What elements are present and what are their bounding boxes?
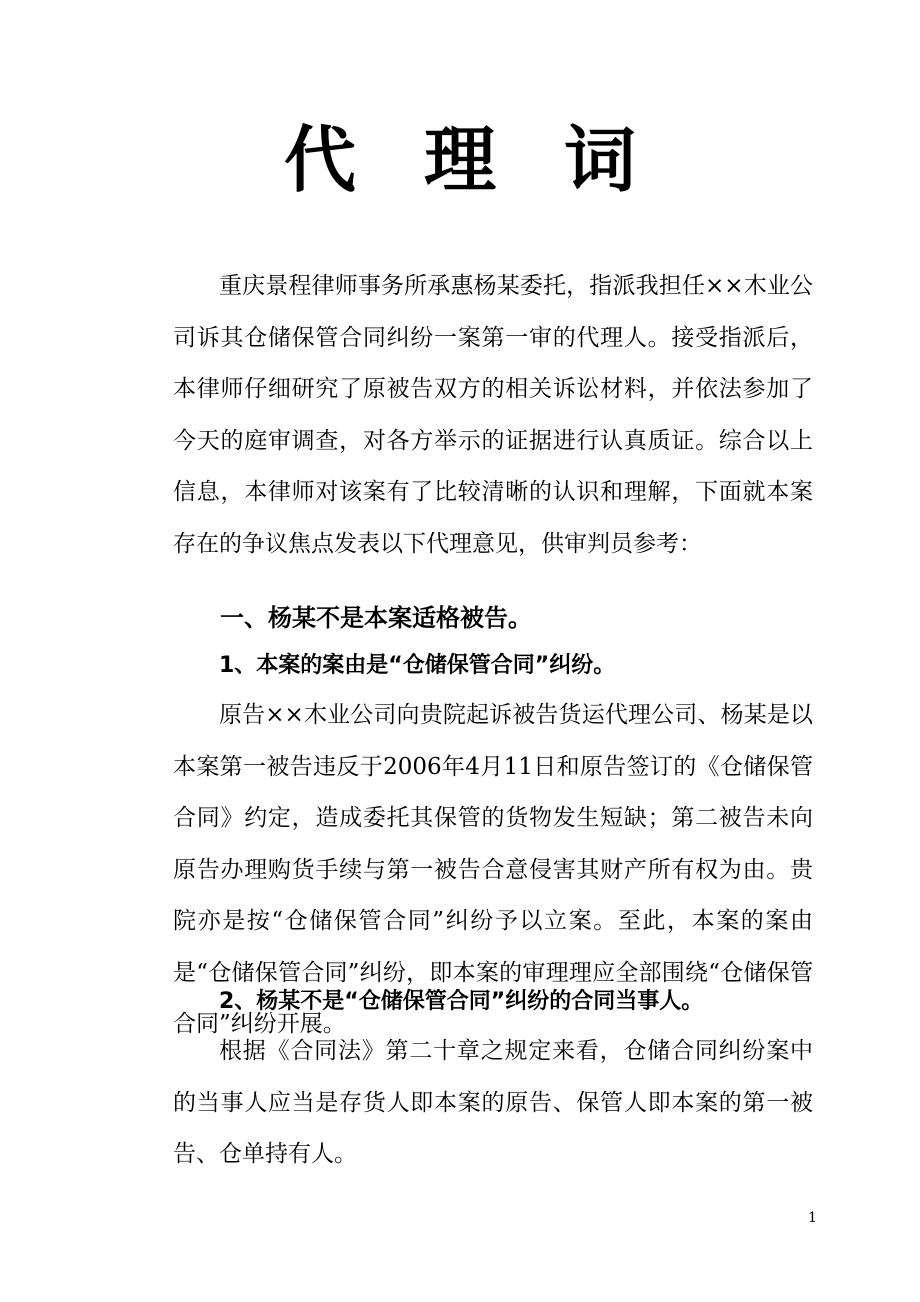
title-char-1: 代 — [283, 118, 356, 202]
title-char-3: 词 — [564, 118, 637, 202]
subsection-1-body: 原告××木业公司向贵院起诉被告货运代理公司、杨某是以本案第一被告违反于2006年4月11日和原告签订的《仓储保管合同》约定，造成委托其保管的货物发生短缺；第二被告未向原告办理购货手续与第一被告合意侵害其财产所有权为由。贵院亦是按“仓储保管合同”纠纷予以立案。至此，本案的案由是“仓储保管合同”纠纷，即本案的审理理应全部围绕“仓储保管合同”纠纷开展。 — [173, 702, 813, 1037]
intro-paragraph: 重庆景程律师事务所承惠杨某委托，指派我担任××木业公司诉其仓储保管合同纠纷一案第一审的代理人。接受指派后，本律师仔细研究了原被告双方的相关诉讼材料，并依法参加了今天的庭审调查，对各方举示的证据进行认真质证。综合以上信息，本律师对该案有了比较清晰的认识和理解，下面就本案存在的争议焦点发表以下代理意见，供审判员参考： — [173, 273, 813, 557]
subsection-2-body: 根据《合同法》第二十章之规定来看，仓储合同纠纷案中的当事人应当是存货人即本案的原告、保管人即本案的第一被告、仓单持有人。 — [173, 1038, 813, 1167]
subsection-1-heading: 1、本案的案由是“仓储保管合同”纠纷。 — [219, 653, 616, 678]
page-number: 1 — [808, 1210, 817, 1226]
document-title — [0, 112, 920, 208]
title-char-2: 理 — [423, 118, 496, 202]
section-1-heading: 一、杨某不是本案适格被告。 — [220, 604, 532, 632]
subsection-2-heading: 2、杨某不是“仓储保管合同”纠纷的合同当事人。 — [219, 989, 704, 1014]
